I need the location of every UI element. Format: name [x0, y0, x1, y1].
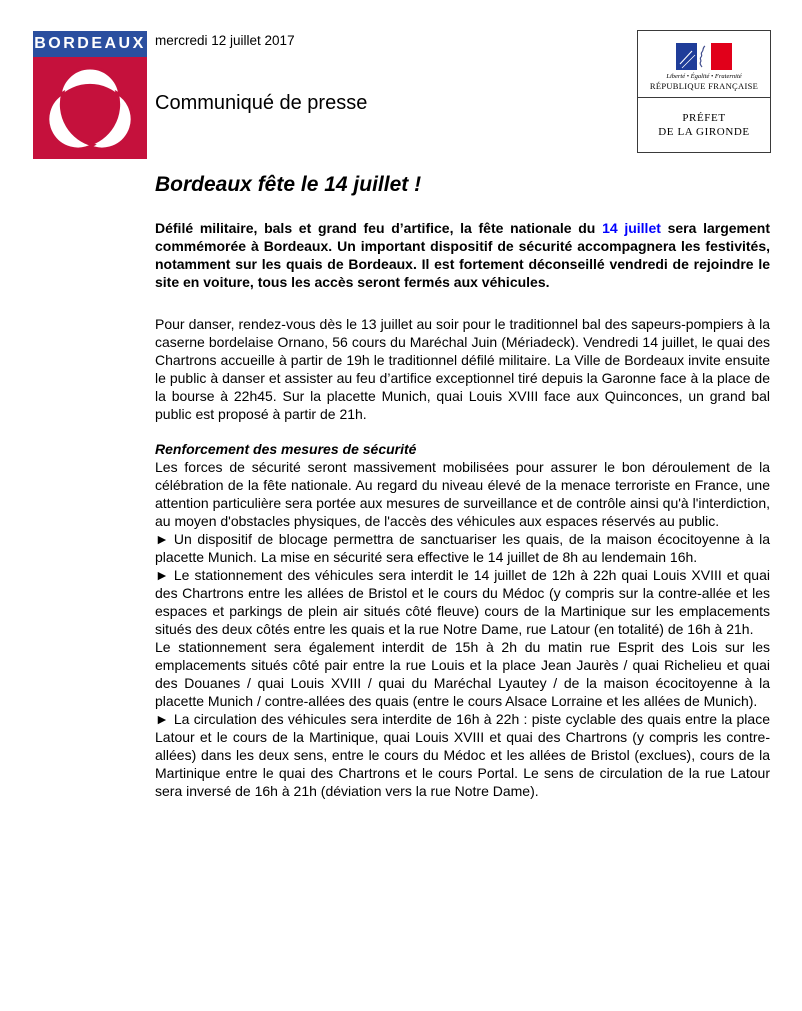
bordeaux-logo-square — [33, 57, 147, 159]
arrow-bullet-icon: ► — [155, 567, 169, 583]
arrow-bullet-icon: ► — [155, 711, 169, 727]
bullet-text: Le stationnement des véhicules sera interdit le 14 juillet de 12h à 22h quai Louis XVIII et quai des Chartrons entre les allées de Bristol et le cours du Médoc (y compris sur la contre-allée et les espaces et parkings de plein air situés côté fleuve) cours de la Martinique sur les emplacements situés des deux côtés entre les quais et la rue Notre Dame, rue Latour (en totalité) de 16h à 21h. — [155, 567, 770, 637]
bullet-circulation-interdite — [155, 710, 770, 800]
bordeaux-trefoil-icon — [33, 57, 147, 159]
bullet-dispositif-blocage — [155, 530, 770, 566]
arrow-bullet-icon: ► — [155, 531, 169, 547]
paragraph-bals-defile: Pour danser, rendez-vous dès le 13 juillet au soir pour le traditionnel bal des sapeurs-pompiers à la caserne bordelaise Ornano, 56 cours du Maréchal Juin (Mériadeck). Vendredi 14 juillet, le quai des Chartrons accueille à partir de 19h le traditionnel défilé militaire. La Ville de Bordeaux invite ensuite le public à danser et assister au feu d’artifice exceptionnel tiré depuis la Garonne face à la place de la bourse à 22h45. Sur la placette Munich, quai Louis XVIII face aux Quinconces, un grand bal public est proposé à partir de 21h. — [155, 316, 770, 422]
prefet-title-line2: DE LA GIRONDE — [658, 126, 750, 138]
french-flag-marianne-icon — [676, 43, 732, 70]
paragraph-forces-securite: Les forces de sécurité seront massivement mobilisées pour assurer le bon déroulement de la célébration de la fête nationale. Au regard du niveau élevé de la menace terroriste en France, une attention particulière sera portée aux mesures de surveillance et de contrôle ainsi qu'à l'interdiction, au moyen d'obstacles physiques, de l'accès des véhicules aux espaces réservés au public. — [155, 459, 770, 529]
document-type-heading: Communiqué de presse — [155, 92, 368, 114]
article-body — [155, 172, 770, 800]
paragraph-stationnement-egalement: Le stationnement sera également interdit de 15h à 2h du matin rue Esprit des Lois sur les emplacements situés côté pair entre la rue Louis et la place Jean Jaurès / quai Richelieu et quai des Douanes / quai Louis XVIII / quai du Maréchal Lyautey / de la maison écocitoyenne à la placette Munich / contre-allées des quais (entre le cours Alsace Lorraine et les allées de Munich). — [155, 639, 770, 709]
liberte-egalite-fraternite-motto: Liberté • Égalité • Fraternité — [666, 73, 742, 80]
release-date: mercredi 12 juillet 2017 — [155, 33, 295, 48]
bullet-text: La circulation des véhicules sera interdite de 16h à 22h : piste cyclable des quais entre la place Latour et le cours de la Martinique, quai Louis XVIII et quai des Chartrons (y compris les contre-allées) dans les deux sens, entre le cours du Médoc et les allées de Bristol (exclues), cours de la Martinique entre le quai des Chartrons et le cours Portal. Le sens de circulation de la rue Latour sera inversé de 16h à 21h (déviation vers la rue Notre Dame). — [155, 711, 770, 799]
prefet-title-line1: PRÉFET — [682, 112, 726, 124]
section-heading-securite: Renforcement des mesures de sécurité — [155, 441, 417, 457]
bordeaux-logo — [33, 31, 147, 159]
lead-text-before-link: Défilé militaire, bals et grand feu d’artifice, la fête nationale du — [155, 220, 603, 236]
lead-text-after-link: sera largement commémorée à Bordeaux. Un important dispositif de sécurité accompagnera les festivités, notamment sur les quais de Bordeaux. Il est fortement déconseillé vendredi de rejoindre le site en voiture, tous les accès seront fermés aux véhicules. — [155, 220, 770, 290]
lead-paragraph — [155, 219, 770, 291]
prefet-gironde-logo — [637, 30, 771, 153]
bullet-stationnement-interdit — [155, 566, 770, 638]
republique-francaise-label: RÉPUBLIQUE FRANÇAISE — [649, 81, 759, 91]
prefet-title — [638, 97, 770, 152]
republique-francaise-block — [638, 31, 770, 97]
bullet-text: Un dispositif de blocage permettra de sanctuariser les quais, de la maison écocitoyenne à la placette Munich. La mise en sécurité sera effective le 14 juillet de 8h au lendemain 16h. — [155, 531, 770, 565]
link-14-juillet[interactable]: 14 juillet — [602, 220, 661, 236]
bordeaux-logo-wordmark: BORDEAUX — [33, 31, 147, 57]
page-title: Bordeaux fête le 14 juillet ! — [155, 173, 422, 196]
